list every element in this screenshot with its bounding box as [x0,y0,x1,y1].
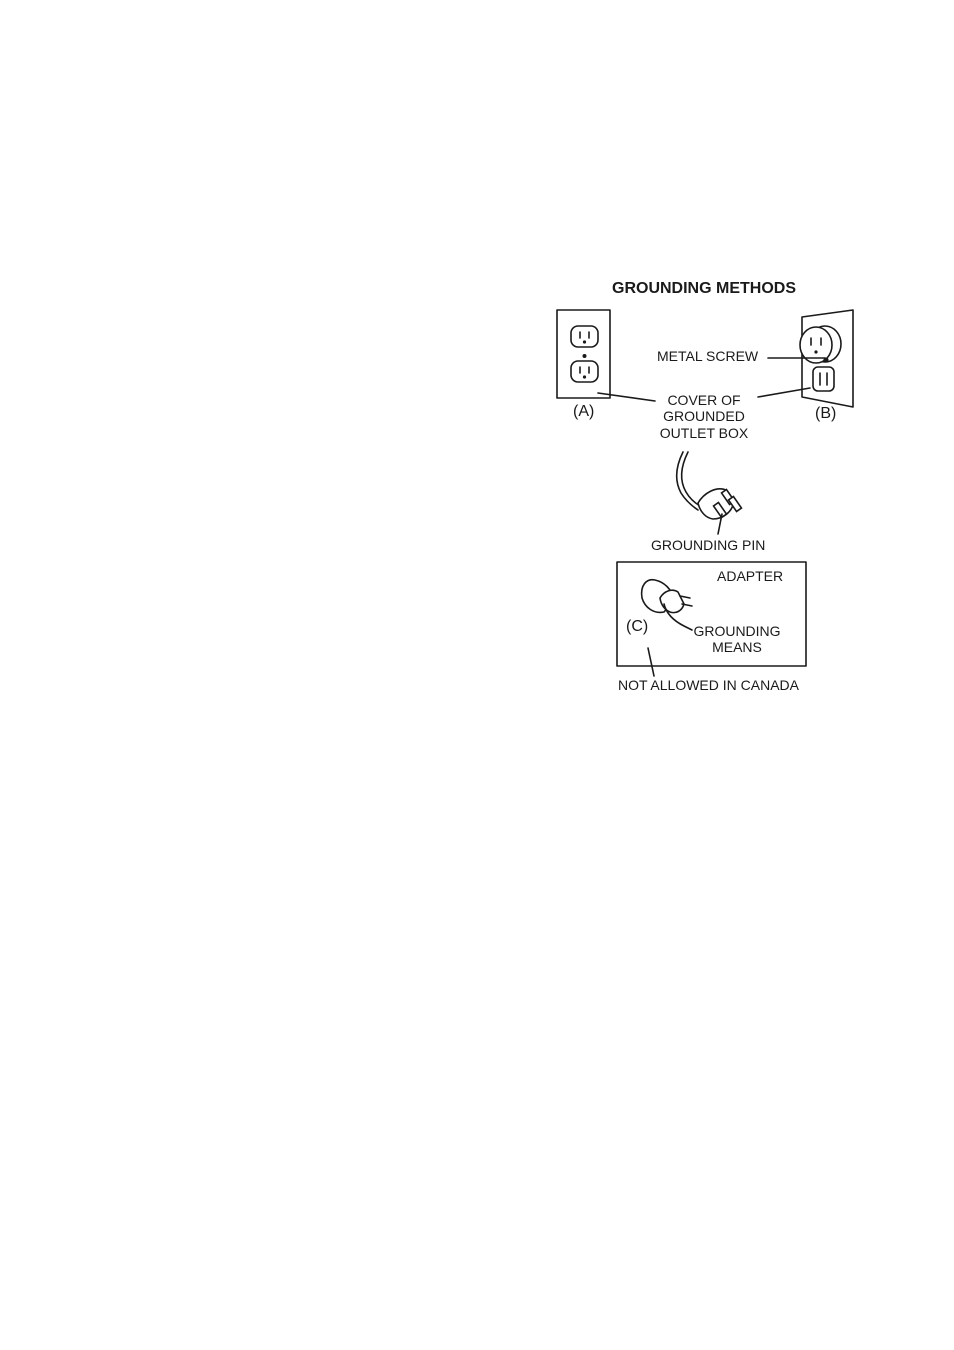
cover-label-line-1: COVER OF [667,392,741,408]
label-b: (B) [815,405,837,422]
not-allowed-leader [648,648,654,676]
diagram-title: GROUNDING METHODS [612,280,796,297]
adapter-label: ADAPTER [717,568,784,584]
metal-screw-label: METAL SCREW [657,348,759,364]
grounding-means-line-2: MEANS [712,639,762,655]
adapter-icon [642,580,692,676]
grounding-means-line-1: GROUNDING [693,623,781,639]
three-prong-plug-icon [677,452,742,534]
label-a: (A) [573,403,595,420]
cover-label-line-2: GROUNDED [663,408,745,424]
not-allowed-label: NOT ALLOWED IN CANADA [618,677,800,693]
cover-leader-a [598,393,655,401]
cover-label-line-3: OUTLET BOX [659,425,749,441]
grounding-pin-label: GROUNDING PIN [651,537,766,553]
duplex-outlet-icon [557,310,610,398]
label-c: (C) [626,618,649,635]
